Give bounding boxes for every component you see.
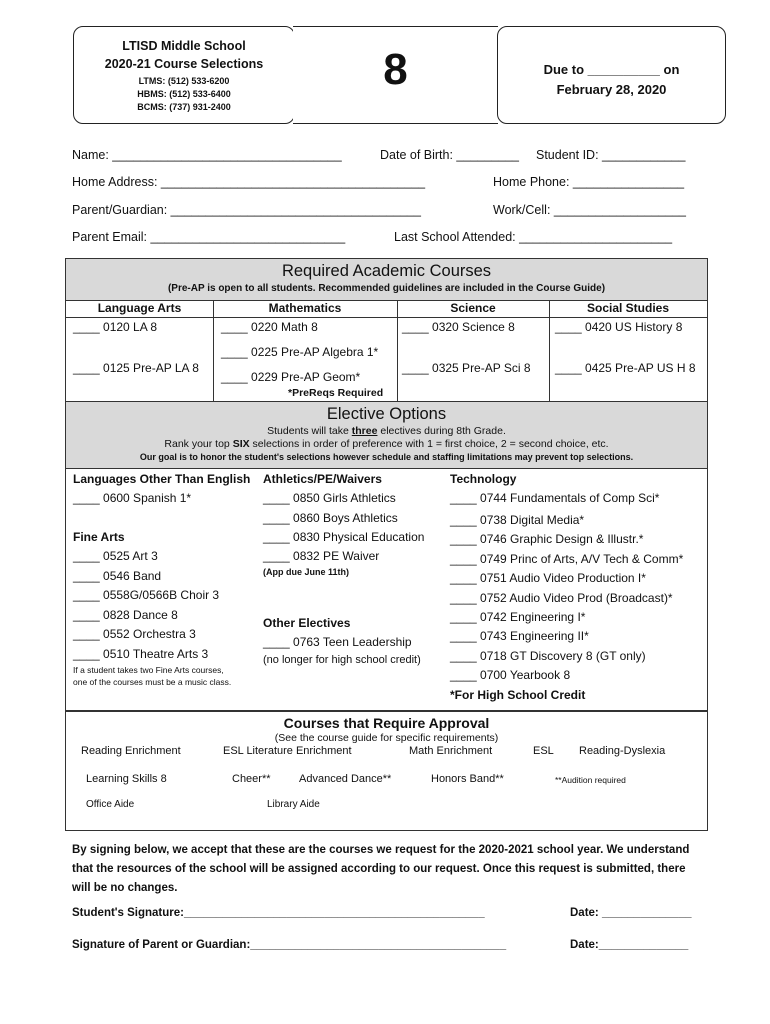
course-0120[interactable]: ____ 0120 LA 8	[73, 320, 158, 334]
work-cell-field[interactable]: Work/Cell: ___________________	[493, 203, 686, 217]
elective-line1	[66, 425, 707, 437]
prereqs-note: *PreReqs Required	[288, 387, 384, 399]
course-0749[interactable]: ____ 0749 Princ of Arts, A/V Tech & Comm*	[450, 552, 684, 566]
course-0558g[interactable]: ____ 0558G/0566B Choir 3	[73, 588, 220, 602]
grade-number: 8	[383, 45, 408, 94]
athletics-header: Athletics/PE/Waivers	[263, 472, 382, 486]
approval-cheer: Cheer**	[232, 773, 271, 785]
home-address-field[interactable]: Home Address: ______________________________________	[72, 175, 426, 189]
fine-arts-note-line1: If a student takes two Fine Arts courses,	[73, 665, 224, 675]
col-social-studies: Social Studies	[586, 301, 670, 315]
technology-header: Technology	[450, 472, 517, 486]
course-0220[interactable]: ____ 0220 Math 8	[221, 320, 318, 334]
course-0425[interactable]: ____ 0425 Pre-AP US H 8	[555, 361, 696, 375]
approval-library-aide: Library Aide	[267, 799, 320, 810]
course-0832[interactable]: ____ 0832 PE Waiver	[263, 549, 380, 563]
header-school-box	[73, 26, 295, 124]
col-mathematics: Mathematics	[268, 301, 342, 315]
student-id-field[interactable]: Student ID: ____________	[536, 148, 686, 162]
phone-hbms: HBMS: (512) 533-6400	[137, 89, 231, 99]
text: electives during 8th Grade.	[377, 425, 506, 437]
course-0600[interactable]: ____ 0600 Spanish 1*	[73, 491, 192, 505]
required-header	[66, 259, 707, 300]
last-school-field[interactable]: Last School Attended: ______________________	[394, 230, 673, 244]
text: Rank your top	[164, 438, 233, 450]
parent-signature-field[interactable]: Signature of Parent or Guardian:________________________________________	[72, 939, 507, 951]
course-0718[interactable]: ____ 0718 GT Discovery 8 (GT only)	[450, 649, 646, 663]
audition-note: **Audition required	[555, 775, 626, 785]
fine-arts-header: Fine Arts	[73, 530, 125, 544]
course-0525[interactable]: ____ 0525 Art 3	[73, 549, 158, 563]
course-selections-title: 2020-21 Course Selections	[104, 57, 264, 71]
home-phone-field[interactable]: Home Phone: ________________	[493, 175, 685, 189]
emphasis: SIX	[232, 438, 250, 450]
course-0546[interactable]: ____ 0546 Band	[73, 569, 162, 583]
parent-email-field[interactable]: Parent Email: ____________________________	[72, 230, 346, 244]
course-0742[interactable]: ____ 0742 Engineering I*	[450, 610, 586, 624]
course-0830[interactable]: ____ 0830 Physical Education	[263, 530, 425, 544]
approval-advanced-dance: Advanced Dance**	[299, 773, 392, 785]
course-0850[interactable]: ____ 0850 Girls Athletics	[263, 491, 396, 505]
course-0225[interactable]: ____ 0225 Pre-AP Algebra 1*	[221, 345, 379, 359]
approval-honors-band: Honors Band**	[431, 773, 504, 785]
elective-options-box	[65, 401, 708, 712]
due-line: Due to __________ on	[543, 62, 680, 77]
course-0744[interactable]: ____ 0744 Fundamentals of Comp Sci*	[450, 491, 660, 505]
course-0738[interactable]: ____ 0738 Digital Media*	[450, 513, 585, 527]
required-courses-box	[65, 258, 708, 403]
required-title: Required Academic Courses	[281, 262, 492, 280]
hs-credit-note: *For High School Credit	[450, 688, 586, 702]
due-date: February 28, 2020	[556, 82, 667, 97]
course-0751[interactable]: ____ 0751 Audio Video Production I*	[450, 571, 646, 585]
course-0828[interactable]: ____ 0828 Dance 8	[73, 608, 178, 622]
phone-ltms: LTMS: (512) 533-6200	[138, 76, 230, 86]
approval-esl: ESL	[533, 745, 554, 757]
approval-box	[65, 710, 708, 831]
approval-reading-enrichment: Reading Enrichment	[81, 745, 181, 757]
course-0743[interactable]: ____ 0743 Engineering II*	[450, 629, 589, 643]
course-0510[interactable]: ____ 0510 Theatre Arts 3	[73, 647, 209, 661]
course-0229[interactable]: ____ 0229 Pre-AP Geom*	[221, 370, 361, 384]
phone-bcms: BCMS: (737) 931-2400	[137, 102, 231, 112]
fine-arts-note-line2: one of the courses must be a music class.	[73, 677, 232, 687]
required-note: (Pre-AP is open to all students. Recommended guidelines are included in the Course Guide)	[167, 283, 606, 294]
dob-field[interactable]: Date of Birth: _________	[380, 148, 519, 162]
header-grade-box	[293, 26, 498, 124]
course-0325[interactable]: ____ 0325 Pre-AP Sci 8	[402, 361, 531, 375]
elective-line2	[66, 438, 707, 450]
approval-title: Courses that Require Approval	[283, 715, 490, 731]
name-field[interactable]: Name: _________________________________	[72, 148, 342, 162]
course-0763[interactable]: ____ 0763 Teen Leadership	[263, 635, 412, 649]
languages-header: Languages Other Than English	[73, 472, 251, 486]
course-0125[interactable]: ____ 0125 Pre-AP LA 8	[73, 361, 199, 375]
course-0746[interactable]: ____ 0746 Graphic Design & Illustr.*	[450, 532, 644, 546]
teen-leadership-note: (no longer for high school credit)	[263, 654, 421, 666]
pe-waiver-note: (App due June 11th)	[263, 567, 350, 577]
course-0752[interactable]: ____ 0752 Audio Video Prod (Broadcast)*	[450, 591, 673, 605]
emphasis: three	[351, 425, 378, 437]
course-0860[interactable]: ____ 0860 Boys Athletics	[263, 511, 398, 525]
text: selections in order of preference with 1 = first choice, 2 = second choice, etc.	[249, 438, 609, 450]
approval-reading-dyslexia: Reading-Dyslexia	[579, 745, 666, 757]
fine-arts-note	[73, 664, 231, 688]
student-signature-field[interactable]: Student's Signature:_______________________________________________	[72, 907, 485, 919]
approval-math-enrichment: Math Enrichment	[409, 745, 493, 757]
elective-header	[66, 402, 707, 469]
course-0420[interactable]: ____ 0420 US History 8	[555, 320, 683, 334]
elective-line3: Our goal is to honor the student's selections however schedule and staffing limitations may prevent top selections.	[139, 452, 634, 462]
other-electives-header: Other Electives	[263, 616, 351, 630]
col-language-arts: Language Arts	[97, 301, 182, 315]
approval-learning-skills: Learning Skills 8	[86, 773, 167, 785]
text: Students will take	[267, 425, 352, 437]
agreement-statement: By signing below, we accept that these are the courses we request for the 2020-2021 school year. We understand that the resources of the school will be assigned according to our request. Once this request is submitted, there will be no changes.	[72, 844, 690, 894]
course-0700[interactable]: ____ 0700 Yearbook 8	[450, 668, 571, 682]
approval-subtitle: (See the course guide for specific requirements)	[274, 732, 499, 744]
divider	[66, 317, 707, 318]
student-date-field[interactable]: Date: ______________	[570, 907, 692, 919]
approval-office-aide: Office Aide	[86, 799, 135, 810]
parent-guardian-field[interactable]: Parent/Guardian: ____________________________________	[72, 203, 421, 217]
col-science: Science	[450, 301, 496, 315]
elective-title: Elective Options	[326, 405, 447, 423]
approval-esl-literature: ESL Literature Enrichment	[223, 745, 352, 757]
school-name: LTISD Middle School	[122, 39, 246, 53]
course-0552[interactable]: ____ 0552 Orchestra 3	[73, 627, 196, 641]
course-0320[interactable]: ____ 0320 Science 8	[402, 320, 515, 334]
parent-date-field[interactable]: Date:______________	[570, 939, 689, 951]
header-due-box	[497, 26, 726, 124]
